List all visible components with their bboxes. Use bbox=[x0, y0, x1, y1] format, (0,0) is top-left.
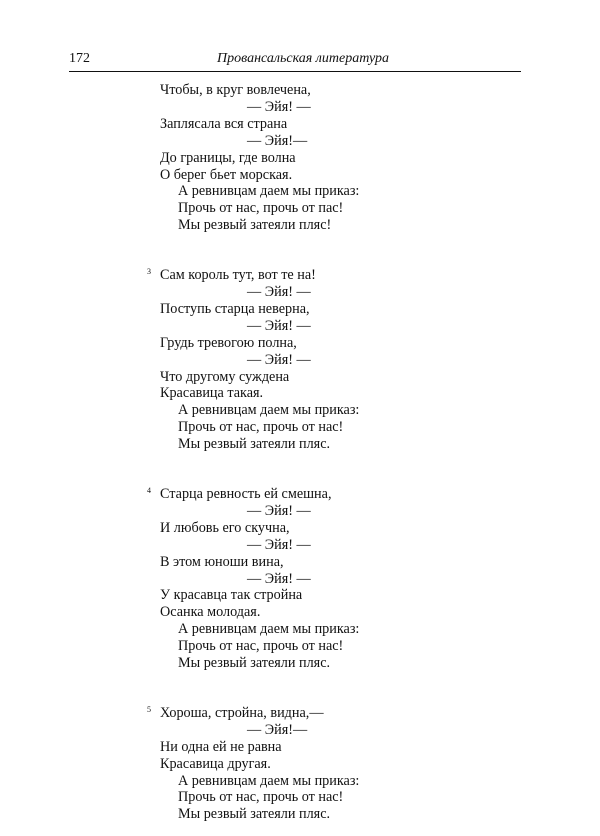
verse-line: Хороша, стройна, видна,— bbox=[160, 704, 324, 721]
verse-line: Что другому суждена bbox=[160, 368, 290, 385]
verse-line: А ревнивцам даем мы приказ: bbox=[178, 402, 360, 419]
verse-line: Прочь от нас, прочь от нас! bbox=[178, 638, 344, 655]
verse-line: Ни одна ей не равна bbox=[160, 738, 282, 755]
stanza-number: 5 bbox=[147, 704, 151, 714]
refrain-line: — Эйя! — bbox=[247, 536, 311, 553]
page-number: 172 bbox=[69, 51, 90, 66]
verse-line: Сам король тут, вот те на! bbox=[160, 267, 316, 284]
verse-line: Мы резвый затеяли пляс. bbox=[178, 655, 331, 671]
verse-line: Мы резвый затеяли пляс. bbox=[178, 436, 331, 453]
verse-line: Грудь тревогою полна, bbox=[160, 334, 297, 351]
stanza-number: 3 bbox=[147, 267, 151, 277]
verse-line: Мы резвый затеяли пляс! bbox=[178, 217, 332, 234]
running-title: Провансальская литература bbox=[217, 51, 390, 66]
verse-line: А ревнивцам даем мы приказ: bbox=[178, 183, 360, 200]
refrain-line: — Эйя!— bbox=[247, 721, 308, 738]
verse-line: В этом юноши вина, bbox=[160, 553, 284, 570]
verse-line: Красавица такая. bbox=[160, 385, 264, 402]
verse-line: Заплясала вся страна bbox=[160, 115, 288, 132]
verse-line: До границы, где волна bbox=[160, 149, 296, 166]
refrain-line: — Эйя! — bbox=[247, 98, 311, 115]
refrain-line: — Эйя! — bbox=[247, 570, 311, 587]
verse-line: И любовь его скучна, bbox=[160, 519, 290, 536]
verse-line: Прочь от нас, прочь от пас! bbox=[178, 200, 344, 217]
verse-line: Осанка молодая. bbox=[160, 604, 261, 621]
refrain-line: — Эйя! — bbox=[247, 284, 311, 300]
verse-line: Поступь старца неверна, bbox=[160, 300, 310, 317]
verse-line: Красавица другая. bbox=[160, 755, 271, 772]
stanza-number: 4 bbox=[147, 486, 151, 495]
verse-line: Прочь от нас, прочь от нас! bbox=[178, 789, 344, 806]
verse-line: Старца ревность ей смешна, bbox=[160, 486, 332, 502]
page-header bbox=[69, 51, 521, 71]
verse-line: Прочь от нас, прочь от нас! bbox=[178, 419, 344, 436]
refrain-line: — Эйя!— bbox=[247, 132, 308, 149]
verse-line: О берег бьет морская. bbox=[160, 166, 293, 183]
verse-line: А ревнивцам даем мы приказ: bbox=[178, 621, 360, 638]
verse-line: У красавца так стройна bbox=[160, 587, 303, 604]
refrain-line: — Эйя! — bbox=[247, 502, 311, 519]
verse-line: Чтобы, в круг вовлечена, bbox=[160, 82, 311, 98]
refrain-line: — Эйя! — bbox=[247, 351, 311, 368]
refrain-line: — Эйя! — bbox=[247, 317, 311, 334]
verse-line: А ревнивцам даем мы приказ: bbox=[178, 772, 360, 789]
verse-line: Мы резвый затеяли пляс. bbox=[178, 806, 331, 823]
header-rule bbox=[69, 71, 521, 72]
